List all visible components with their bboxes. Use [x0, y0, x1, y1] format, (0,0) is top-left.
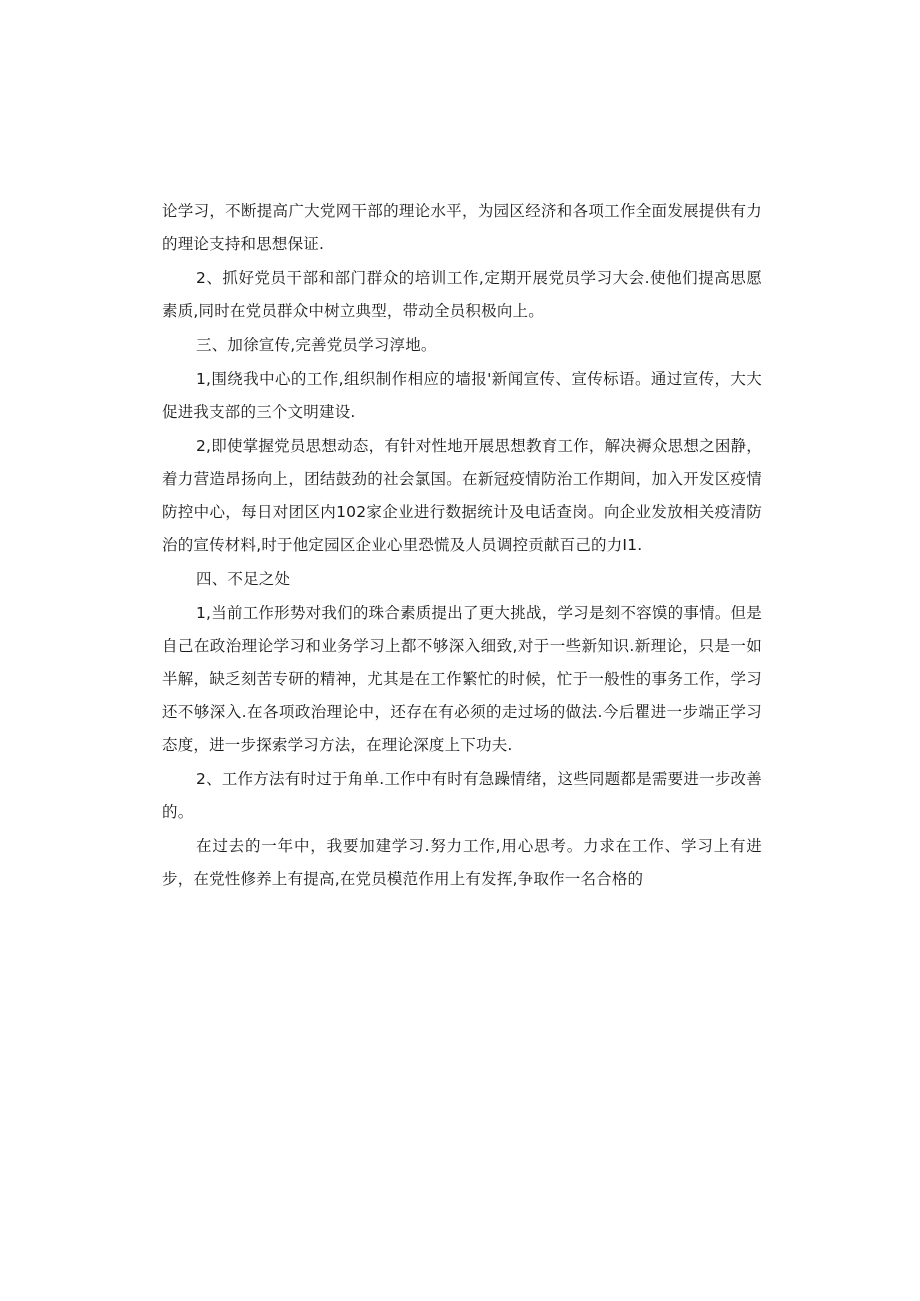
paragraph-publicity-work: 1,围绕我中心的工作,组织制作相应的墙报'新闻宣传、宣传标语。通过宣传，大大促进我支部的三个文明建设.	[162, 370, 762, 421]
paragraph-ideology-work: 2,即使掌握党员思想动态，有针对性地开展思想教育工作，解决褥众思想之困静，着力营造昂扬向上，团结鼓劲的社会氯国。在新冠疫情防治工作期间，加入开发区疫情防控中心，每日对团区内102家企业进行数据统计及电话查岗。向企业发放相关疫清防治的宣传材料,时于他定园区企业心里恐慌及人员调控贡献百己的力I1.	[162, 437, 762, 554]
section-heading-shortcomings: 四、不足之处	[196, 570, 291, 588]
paragraph-training-work: 2、抓好党员干部和部门群众的培训工作,定期开展党员学习大会.使他们提高思愿素质,同时在党员群众中树立典型，带动全员积极向上。	[162, 269, 762, 320]
section-heading-publicity: 三、加徐宣传,完善党员学习淳地。	[196, 336, 437, 354]
paragraph-conclusion: 在过去的一年中，我要加建学习.努力工作,用心思考。力求在工作、学习上有进步，在党性修养上有提高,在党员模范作用上有发挥,争取作一名合格的	[162, 837, 762, 888]
paragraph-theory-study: 论学习，不断提高广大党网干部的理论水平，为园区经济和各项工作全面发展提供有力的理论支持和思想保证.	[162, 202, 762, 253]
paragraph-shortcoming-study: 1,当前工作形势对我们的珠合素质提出了更大挑战，学习是刻不容馍的事情。但是自己在政治理论学习和业务学习上都不够深入细致,对于一些新知识.新理论，只是一如半解，缺乏刻苦专研的精神，尤其是在工作繁忙的时候，忙于一般性的事务工作，学习还不够深入.在各项政治理论中，还存在有必须的走过场的做法.今后瞿进一步端正学习态度，进一步探索学习方法，在理论深度上下功夫.	[162, 604, 762, 754]
document-body	[162, 195, 762, 897]
paragraph-shortcoming-method: 2、工作方法有时过于角单.工作中有时有急躁情绪，这些同题都是需要进一步改善的。	[162, 770, 762, 821]
